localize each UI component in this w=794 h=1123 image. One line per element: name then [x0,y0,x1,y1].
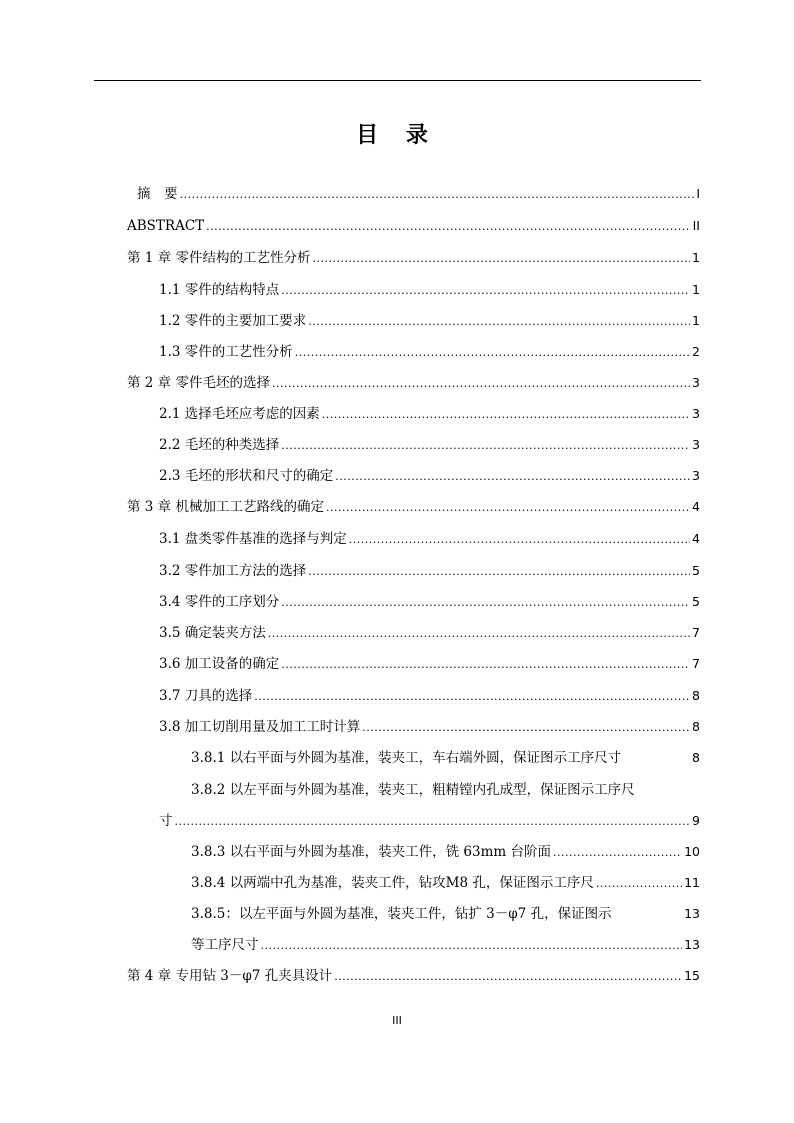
toc-entry-3-8-1[interactable] [191,748,700,768]
toc-entry-1-3[interactable] [159,342,700,363]
toc-entry-page: 11 [684,875,700,890]
toc-entry-2-3[interactable] [159,466,700,487]
toc-leader-dots [295,342,690,363]
toc-entry-1-1[interactable] [159,280,700,301]
toc-leader-dots [272,373,690,394]
toc-entry-label: 1.2 零件的主要加工要求 [159,313,307,329]
page-title: 目 录 [356,123,438,148]
toc-leader-dots [268,623,690,644]
toc-leader-dots [322,404,690,425]
toc-entry-label: 3.8.2 以左平面与外圆为基准，装夹工，粗精镗内孔成型，保证图示工序尺 [191,782,635,798]
toc-entry-label: 第 4 章 专用钻 3－φ7 孔夹具设计 [127,968,333,984]
toc-entry-3-8-2[interactable] [191,780,700,800]
toc-entry-page: 5 [692,563,700,578]
toc-entry-2-2[interactable] [159,435,700,456]
toc-entry-page: 9 [692,813,700,828]
toc-leader-dots [349,529,690,550]
toc-leader-dots [312,248,690,269]
toc-entry-label: 等工序尺寸 [191,937,259,953]
toc-leader-dots [335,466,690,487]
toc-leader-dots [261,935,683,956]
toc-entry-page: 13 [684,906,700,921]
toc-entry-label: 3.8.3 以右平面与外圆为基准，装夹工件，铣 63mm 台阶面 [191,844,552,860]
toc-entry-page: 3 [692,437,700,452]
toc-entry-3-4[interactable] [159,592,700,613]
toc-leader-dots [254,686,690,707]
toc-entry-label: 第 1 章 零件结构的工艺性分析 [127,250,311,266]
toc-entry-page: 1 [692,313,700,328]
toc-entry-3-5[interactable] [159,623,700,644]
toc-entry-label: 3.8 加工切削用量及加工工时计算 [159,719,361,735]
toc-entry-3-8-5[interactable] [191,904,700,924]
toc-entry-page: 8 [692,688,700,703]
toc-entry-3-8-5-continued[interactable] [191,935,700,956]
toc-entry-page: I [696,186,700,201]
toc-entry-label: 3.1 盘类零件基准的选择与判定 [159,531,347,547]
toc-entry-3-8[interactable] [159,717,700,738]
toc-entry-label: 3.6 加工设备的确定 [159,656,280,672]
footer-page-number: III [392,1014,402,1027]
toc-leader-dots [362,717,690,738]
toc-entry-label: 2.1 选择毛坯应考虑的因素 [159,406,320,422]
toc-entry-chapter-2[interactable] [127,373,700,394]
toc-entry-1-2[interactable] [159,311,700,332]
toc-entry-page: 4 [692,499,700,514]
toc-leader-dots [175,811,691,832]
toc-entry-abstract-en[interactable] [127,216,700,237]
toc-entry-3-8-2-continued[interactable] [159,811,700,832]
toc-entry-3-7[interactable] [159,686,700,707]
toc-leader-dots [596,873,682,894]
toc-entry-page: 10 [684,844,700,859]
toc-entry-page: 7 [692,625,700,640]
toc-leader-dots [281,654,690,675]
toc-leader-dots [308,311,690,332]
toc-entry-page: 4 [692,531,700,546]
toc-entry-page: 2 [692,344,700,359]
toc-entry-abstract-cn[interactable] [137,184,700,205]
toc-leader-dots [180,184,695,205]
toc-entry-page: 3 [692,406,700,421]
toc-leader-dots [334,966,682,987]
toc-entry-page: 3 [692,468,700,483]
toc-entry-page: 1 [692,282,700,297]
toc-entry-page: 7 [692,656,700,671]
toc-entry-label: 3.7 刀具的选择 [159,688,253,704]
toc-entry-label: 3.5 确定装夹方法 [159,625,266,641]
toc-entry-3-1[interactable] [159,529,700,550]
toc-entry-page: 5 [692,594,700,609]
toc-entry-label: 1.1 零件的结构特点 [159,282,280,298]
toc-entry-label: 第 3 章 机械加工工艺路线的确定 [127,499,324,515]
toc-entry-2-1[interactable] [159,404,700,425]
toc-leader-dots [281,280,690,301]
toc-entry-label: 2.2 毛坯的种类选择 [159,437,280,453]
toc-leader-dots [206,216,690,237]
toc-entry-page: 8 [692,719,700,734]
toc-entry-label: 1.3 零件的工艺性分析 [159,344,293,360]
toc-leader-dots [281,435,690,456]
toc-leader-dots [553,842,682,863]
toc-entry-label: 3.8.5：以左平面与外圆为基准，装夹工件，钻扩 3－φ7 孔，保证图示 [191,906,612,922]
toc-entry-page: 1 [692,250,700,265]
toc-entry-page: 8 [692,750,700,765]
toc-entry-label: 第 2 章 零件毛坯的选择 [127,375,270,391]
toc-entry-chapter-1[interactable] [127,248,700,269]
toc-entry-3-6[interactable] [159,654,700,675]
toc-entry-label: 3.2 零件加工方法的选择 [159,563,307,579]
toc-entry-label: 3.8.1 以右平面与外圆为基准，装夹工，车右端外圆，保证图示工序尺寸 [191,750,622,766]
toc-entry-3-8-3[interactable] [191,842,700,863]
toc-entry-chapter-4[interactable] [127,966,700,987]
toc-entry-page: 15 [684,968,700,983]
toc-entry-3-2[interactable] [159,561,700,582]
toc-entry-page: 13 [684,937,700,952]
toc-leader-dots [326,497,690,518]
toc-entry-label: 3.8.4 以两端中孔为基准，装夹工件，钻攻M8 孔，保证图示工序尺 [191,875,594,891]
toc-entry-label: ABSTRACT [127,218,205,234]
header-rule [94,80,701,81]
toc-leader-dots [281,592,690,613]
toc-entry-label: 3.4 零件的工序划分 [159,594,280,610]
toc-entry-label: 摘 要 [137,186,178,202]
toc-entry-chapter-3[interactable] [127,497,700,518]
toc-entry-page: 3 [692,375,700,390]
toc-leader-dots [308,561,690,582]
toc-entry-page: II [692,218,700,233]
toc-entry-label: 2.3 毛坯的形状和尺寸的确定 [159,468,334,484]
toc-entry-label: 寸 [159,813,173,829]
toc-entry-3-8-4[interactable] [191,873,700,894]
